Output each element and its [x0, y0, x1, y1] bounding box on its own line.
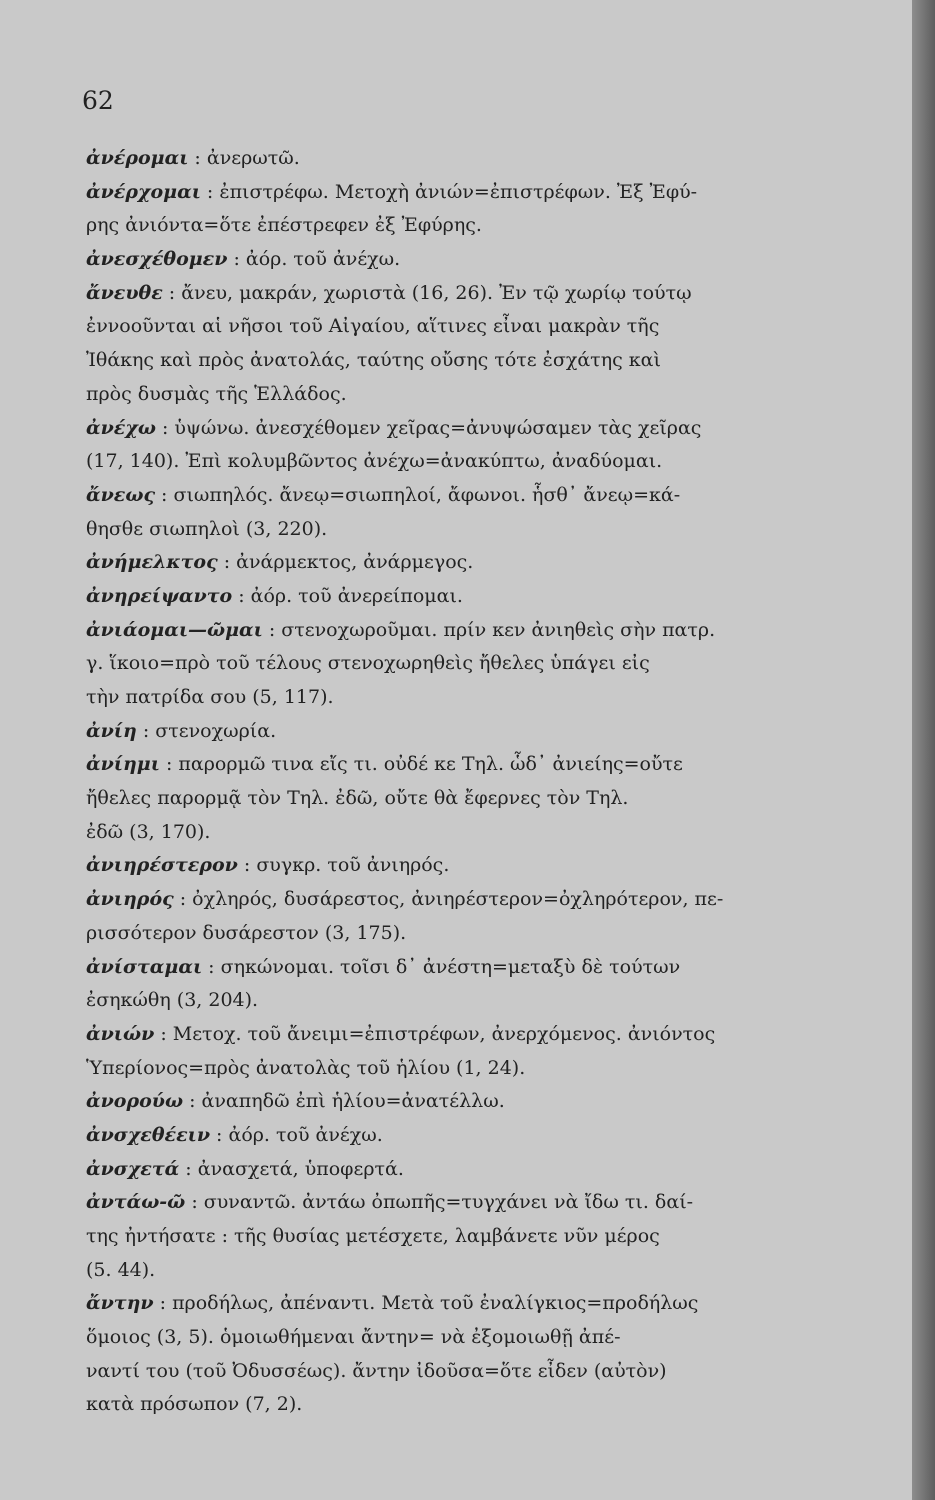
entry-line: [86, 546, 856, 580]
entry-text: πρὸς δυσμὰς τῆς Ἑλλάδος.: [86, 382, 347, 405]
entry-text: : ἀνερωτῶ.: [188, 147, 300, 169]
entry-line: [86, 277, 856, 311]
entry-text: γ. ἵκοιο=πρὸ τοῦ τέλους στενοχωρηθεὶς ἤθελες ὑπάγει εἰς: [86, 652, 650, 675]
entry-line: [86, 715, 856, 749]
entry-text: : συναντῶ. ἀντάω ὀπωπῆς=τυγχάνει νὰ ἴδω τι. δαί-: [185, 1191, 694, 1214]
entry-line: [86, 984, 856, 1018]
dictionary-entry: [86, 1186, 856, 1287]
headword: ἀνεσχέθομεν: [86, 248, 228, 271]
entry-text: : ἐπιστρέφω. Μετοχὴ ἀνιών=ἐπιστρέφων. Ἐξ Ἐφύ-: [200, 180, 698, 203]
entry-text: τὴν πατρίδα σου (5, 117).: [86, 686, 334, 708]
entry-text: : προδήλως, ἀπέναντι. Μετὰ τοῦ ἐναλίγκιος=προδήλως: [153, 1292, 699, 1315]
headword: ἀνιάομαι—ῶμαι: [86, 618, 263, 641]
entry-text: ὅμοιος (3, 5). ὁμοιωθήμεναι ἄντην= νὰ ἐξομοιωθῇ ἀπέ-: [86, 1326, 621, 1349]
entry-line: [86, 1355, 856, 1389]
entry-line: [86, 176, 856, 210]
dictionary-entry: [86, 883, 856, 950]
entry-text: (17, 140). Ἐπὶ κολυμβῶντος ἀνέχω=ἀνακύπτω, ἀναδύομαι.: [86, 450, 663, 473]
entry-line: [86, 412, 856, 446]
entry-line: [86, 1186, 856, 1220]
entry-text: : παρορμῶ τινα εἴς τι. οὐδέ κε Τηλ. ὧδ᾽ ἀνιείης=οὔτε: [159, 753, 683, 776]
page-edge: [912, 0, 935, 1500]
entry-line: [86, 445, 856, 479]
headword: ἄντην: [86, 1292, 154, 1315]
entry-text: Ὑπερίονος=πρὸς ἀνατολὰς τοῦ ἡλίου (1, 24).: [86, 1056, 526, 1079]
entry-line: [86, 816, 856, 850]
entry-line: [86, 1153, 856, 1187]
entry-text: : στενοχωρία.: [136, 719, 277, 742]
dictionary-entry: [86, 1018, 856, 1085]
entry-line: [86, 748, 856, 782]
headword: ἀνσχεθέειν: [86, 1123, 211, 1146]
headword: ἀντάω-ῶ: [86, 1191, 186, 1214]
headword: ἀνίη: [86, 719, 137, 742]
entry-line: [86, 1085, 856, 1119]
headword: ἀνήμελκτος: [86, 551, 218, 574]
entry-text: : ἀόρ. τοῦ ἀνέχω.: [210, 1123, 383, 1146]
entry-line: [86, 580, 856, 614]
entry-text: : ἀναπηδῶ ἐπὶ ἡλίου=ἀνατέλλω.: [183, 1090, 505, 1113]
dictionary-entry: [86, 243, 856, 277]
entry-line: [86, 209, 856, 243]
dictionary-entry: [86, 715, 856, 749]
dictionary-entry: [86, 748, 856, 849]
headword: ἀνηρείψαντο: [86, 584, 233, 607]
entry-line: [86, 243, 856, 277]
entry-text: : Μετοχ. τοῦ ἄνειμι=ἐπιστρέφων, ἀνερχόμενος. ἀνιόντος: [154, 1022, 716, 1045]
entry-line: [86, 883, 856, 917]
entry-line: [86, 1119, 856, 1153]
entry-line: [86, 782, 856, 816]
entry-text: κατὰ πρόσωπον (7, 2).: [86, 1393, 303, 1416]
entry-text: ἤθελες παρορμᾷ τὸν Τηλ. ἐδῶ, οὔτε θὰ ἔφερνες τὸν Τηλ.: [86, 787, 629, 810]
entry-text: : ἄνευ, μακράν, χωριστὰ (16, 26). Ἐν τῷ χωρίῳ τούτῳ: [162, 281, 692, 304]
headword: ἀνέρχομαι: [86, 180, 201, 203]
entry-line: [86, 479, 856, 513]
entry-text: ἐννοοῦνται αἱ νῆσοι τοῦ Αἰγαίου, αἵτινες εἶναι μακρὰν τῆς: [86, 315, 660, 338]
dictionary-entries: [86, 142, 856, 1422]
entry-text: : συγκρ. τοῦ ἀνιηρός.: [237, 854, 450, 877]
dictionary-entry: [86, 176, 856, 243]
headword: ἀνίημι: [86, 753, 160, 776]
entry-line: [86, 378, 856, 412]
dictionary-entry: [86, 1119, 856, 1153]
entry-line: [86, 513, 856, 547]
entry-line: [86, 614, 856, 648]
headword: ἄνεως: [86, 483, 156, 506]
entry-line: [86, 681, 856, 715]
entry-line: [86, 1018, 856, 1052]
headword: ἀνιηρός: [86, 888, 174, 911]
entry-line: [86, 344, 856, 378]
entry-line: [86, 142, 856, 176]
entry-line: [86, 1220, 856, 1254]
entry-line: [86, 1052, 856, 1086]
entry-text: ρης ἀνιόντα=ὅτε ἐπέστρεφεν ἐξ Ἐφύρης.: [86, 214, 482, 237]
entry-text: θησθε σιωπηλοὶ (3, 220).: [86, 517, 328, 540]
entry-line: [86, 849, 856, 883]
headword: ἀνέχω: [86, 416, 156, 439]
entry-text: : ἀόρ. τοῦ ἀνερείπομαι.: [232, 584, 463, 607]
entry-text: : ἀνάρμεκτος, ἀνάρμεγος.: [217, 551, 474, 574]
dictionary-entry: [86, 546, 856, 580]
entry-line: [86, 1254, 856, 1288]
dictionary-entry: [86, 614, 856, 715]
headword: ἀνίσταμαι: [86, 955, 203, 978]
page-number: 62: [82, 86, 114, 115]
dictionary-entry: [86, 1153, 856, 1187]
dictionary-entry: [86, 849, 856, 883]
entry-text: : στενοχωροῦμαι. πρίν κεν ἀνιηθεὶς σὴν πατρ.: [262, 618, 716, 641]
entry-line: [86, 951, 856, 985]
entry-text: ναντί του (τοῦ Ὀδυσσέως). ἄντην ἰδοῦσα=ὅτε εἶδεν (αὐτὸν): [86, 1359, 667, 1382]
entry-line: [86, 647, 856, 681]
entry-text: της ἠντήσατε : τῆς θυσίας μετέσχετε, λαμβάνετε νῦν μέρος: [86, 1225, 660, 1247]
headword: ἀνιηρέστερον: [86, 854, 238, 877]
headword: ἀνσχετά: [86, 1157, 180, 1180]
entry-line: [86, 1321, 856, 1355]
dictionary-entry: [86, 412, 856, 479]
entry-text: ἐσηκώθη (3, 204).: [86, 989, 259, 1012]
entry-line: [86, 917, 856, 951]
entry-text: ρισσότερον δυσάρεστον (3, 175).: [86, 921, 407, 944]
dictionary-entry: [86, 142, 856, 176]
dictionary-entry: [86, 1085, 856, 1119]
headword: ἀνέρομαι: [86, 147, 189, 169]
entry-text: : ὑψώνω. ἀνεσχέθομεν χεῖρας=ἀνυψώσαμεν τὰς χεῖρας: [155, 416, 702, 439]
entry-line: [86, 1287, 856, 1321]
headword: ἀνιών: [86, 1022, 155, 1045]
dictionary-entry: [86, 1287, 856, 1422]
entry-line: [86, 1388, 856, 1422]
entry-text: : ὀχληρός, δυσάρεστος, ἀνιηρέστερον=ὀχληρότερον, πε-: [173, 888, 724, 911]
dictionary-entry: [86, 277, 856, 412]
entry-text: Ἰθάκης καὶ πρὸς ἀνατολάς, ταύτης οὔσης τότε ἐσχάτης καὶ: [86, 349, 661, 372]
entry-text: : σιωπηλός. ἄνεῳ=σιωπηλοί, ἄφωνοι. ἧσθ᾽ ἄνεῳ=κά-: [155, 483, 681, 506]
dictionary-entry: [86, 580, 856, 614]
entry-text: : ἀόρ. τοῦ ἀνέχω.: [227, 248, 401, 271]
dictionary-entry: [86, 479, 856, 546]
entry-text: (5. 44).: [86, 1258, 156, 1281]
entry-line: [86, 310, 856, 344]
headword: ἄνευθε: [86, 281, 163, 304]
entry-text: ἐδῶ (3, 170).: [86, 820, 211, 843]
dictionary-entry: [86, 951, 856, 1018]
headword: ἀνορούω: [86, 1090, 184, 1113]
entry-text: : σηκώνομαι. τοῖσι δ᾽ ἀνέστη=μεταξὺ δὲ τούτων: [202, 955, 681, 978]
entry-text: : ἀνασχετά, ὑποφερτά.: [179, 1157, 404, 1180]
